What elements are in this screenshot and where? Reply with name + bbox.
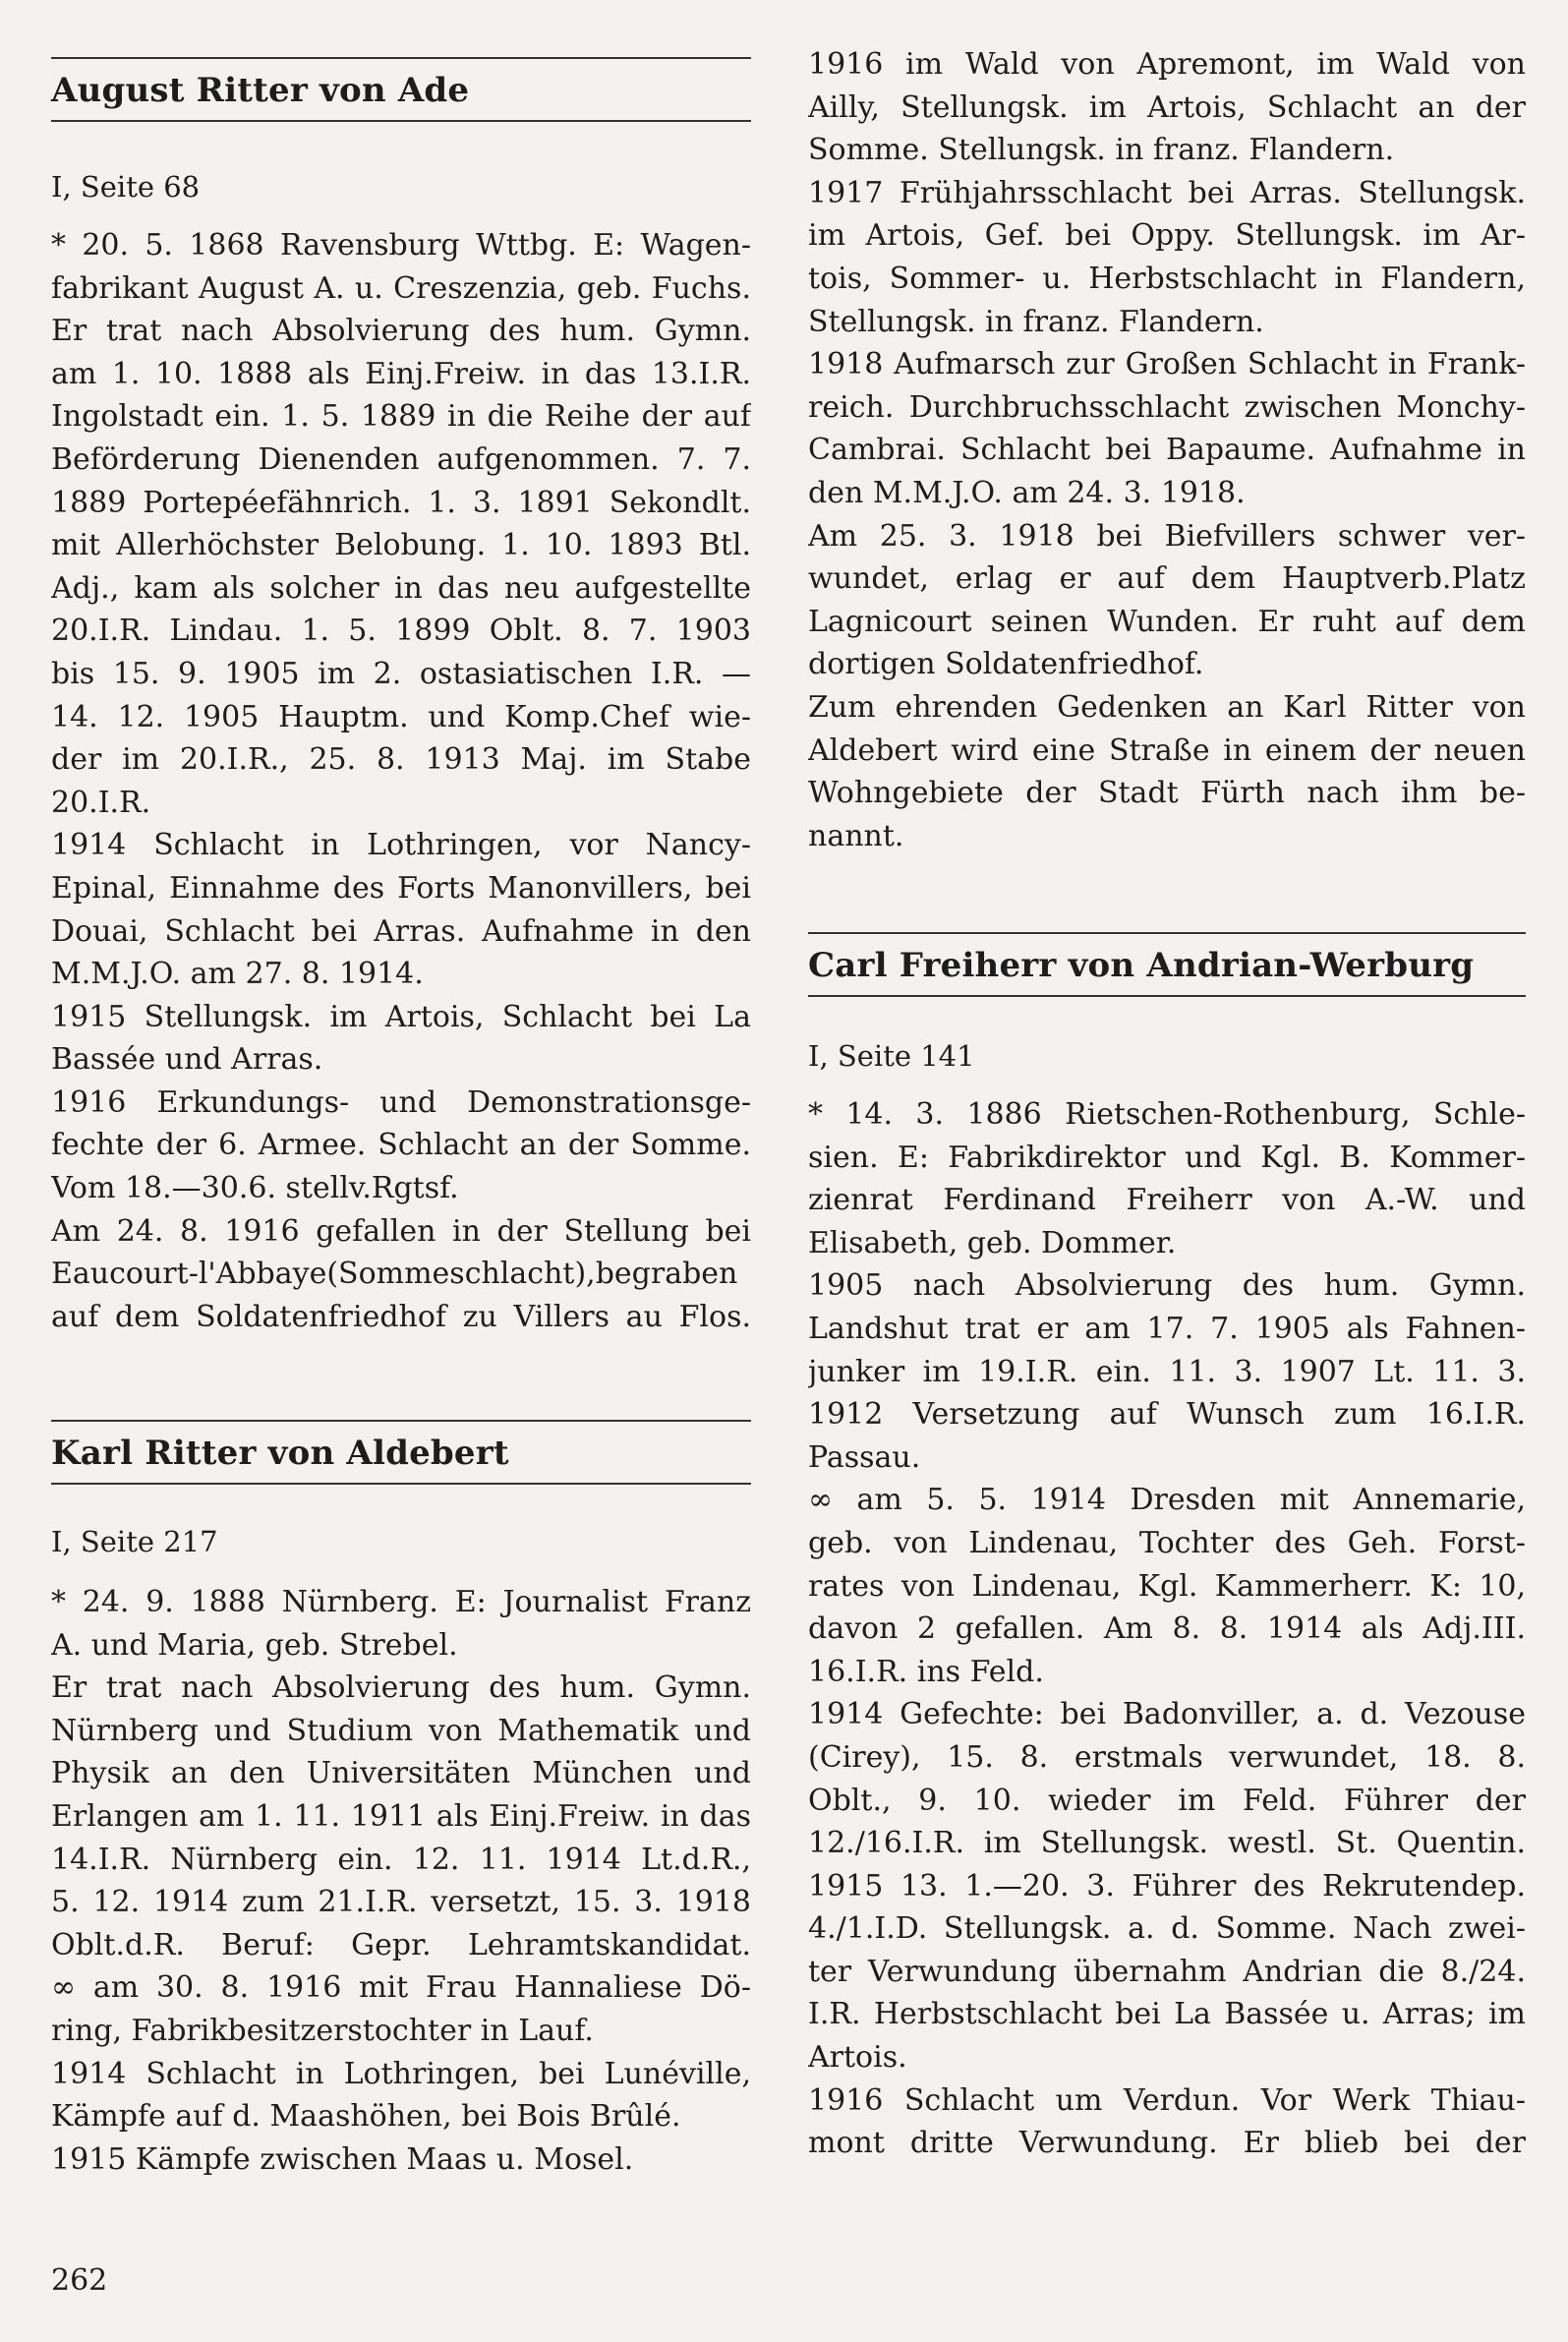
text-line: fabrikant August A. u. Creszenzia, geb. Fuchs.: [51, 270, 751, 306]
text-line: 14.I.R. Nürnberg ein. 12. 11. 1914 Lt.d.R.,: [51, 1842, 751, 1877]
text-line: Wohngebiete der Stadt Fürth nach ihm be-: [808, 776, 1526, 811]
entry-andrian-werburg: [808, 932, 1526, 2165]
text-line: Artois.: [808, 2040, 907, 2076]
text-line: Douai, Schlacht bei Arras. Aufnahme in den: [51, 913, 751, 949]
text-line: 1912 Versetzung auf Wunsch zum 16.I.R.: [808, 1397, 1526, 1433]
entry-body: [51, 1581, 751, 2181]
text-line: Ailly, Stellungsk. im Artois, Schlacht an der: [808, 89, 1526, 125]
text-line: 1889 Portepéefähnrich. 1. 3. 1891 Sekondlt.: [51, 485, 751, 520]
text-line: 1915 Kämpfe zwischen Maas u. Mosel.: [51, 2141, 634, 2177]
entry-title: August Ritter von Ade: [51, 71, 470, 110]
entry-title: Carl Freiherr von Andrian-Werburg: [808, 946, 1475, 985]
text-line: 20.I.R. Lindau. 1. 5. 1899 Oblt. 8. 7. 1903: [51, 614, 751, 649]
text-line: reich. Durchbruchsschlacht zwischen Monchy-: [808, 389, 1526, 425]
text-line: Cambrai. Schlacht bei Bapaume. Aufnahme in: [808, 433, 1526, 468]
text-line: bis 15. 9. 1905 im 2. ostasiatischen I.R. —: [51, 656, 751, 691]
text-line: fechte der 6. Armee. Schlacht an der Somme.: [51, 1128, 751, 1163]
entry-bottom-rule: [51, 1483, 751, 1485]
text-line: sien. E: Fabrikdirektor und Kgl. B. Kommer-: [808, 1140, 1526, 1175]
text-line: M.M.J.O. am 27. 8. 1914.: [51, 957, 424, 992]
text-line: ∞ am 5. 5. 1914 Dresden mit Annemarie,: [808, 1483, 1526, 1518]
text-line: 1915 13. 1.—20. 3. Führer des Rekrutendep.: [808, 1868, 1526, 1903]
text-line: Er trat nach Absolvierung des hum. Gymn.: [51, 1670, 751, 1706]
text-line: tois, Sommer- u. Herbstschlacht in Flandern,: [808, 261, 1526, 296]
text-line: 16.I.R. ins Feld.: [808, 1654, 1044, 1689]
text-line: im Artois, Gef. bei Oppy. Stellungsk. im Ar-: [808, 218, 1526, 254]
text-line: Passau.: [808, 1439, 921, 1475]
text-line: Zum ehrenden Gedenken an Karl Ritter von: [808, 689, 1526, 725]
text-line: 1914 Schlacht in Lothringen, bei Lunéville,: [51, 2056, 751, 2091]
text-line: Am 24. 8. 1916 gefallen in der Stellung bei: [51, 1213, 751, 1249]
text-line: wundet, erlag er auf dem Hauptverb.Platz: [808, 561, 1526, 597]
text-line: dortigen Soldatenfriedhof.: [808, 647, 1204, 682]
text-line: zienrat Ferdinand Freiherr von A.-W. und: [808, 1183, 1526, 1218]
text-line: Physik an den Universitäten München und: [51, 1756, 751, 1791]
text-line: junker im 19.I.R. ein. 11. 3. 1907 Lt. 11. 3.: [808, 1354, 1526, 1389]
text-line: Erlangen am 1. 11. 1911 als Einj.Freiw. in das: [51, 1798, 751, 1834]
volume-reference: I, Seite 141: [808, 1039, 975, 1073]
entry-body: [808, 1093, 1526, 2165]
text-line: 12./16.I.R. im Stellungsk. westl. St. Quentin.: [808, 1826, 1526, 1861]
text-line: der im 20.I.R., 25. 8. 1913 Maj. im Stabe: [51, 742, 751, 778]
text-line: 1916 Erkundungs- und Demonstrationsge-: [51, 1084, 751, 1120]
entry-aldebert-continued: [808, 43, 1526, 857]
text-line: ring, Fabrikbesitzerstochter in Lauf.: [51, 2013, 594, 2048]
text-line: Elisabeth, geb. Dommer.: [808, 1225, 1177, 1260]
text-line: 1916 im Wald von Apremont, im Wald von: [808, 47, 1526, 82]
text-line: Oblt.d.R. Beruf: Gepr. Lehramtskandidat.: [51, 1927, 751, 1962]
text-line: Aldebert wird eine Straße in einem der neuen: [808, 732, 1526, 768]
text-line: 20.I.R.: [51, 785, 151, 820]
text-line: Am 25. 3. 1918 bei Biefvillers schwer ver-: [808, 518, 1526, 554]
text-line: Vom 18.—30.6. stellv.Rgtsf.: [51, 1171, 459, 1206]
text-line: Nürnberg und Studium von Mathematik und: [51, 1713, 751, 1748]
text-line: 1916 Schlacht um Verdun. Vor Werk Thiau-: [808, 2082, 1526, 2118]
text-line: mit Allerhöchster Belobung. 1. 10. 1893 Btl.: [51, 528, 751, 563]
text-line: Beförderung Dienenden aufgenommen. 7. 7.: [51, 441, 751, 477]
text-line: Kämpfe auf d. Maashöhen, bei Bois Brûlé.: [51, 2099, 681, 2135]
text-line: ter Verwundung übernahm Andrian die 8./24.: [808, 1954, 1526, 1989]
text-line: rates von Lindenau, Kgl. Kammerherr. K: 10,: [808, 1568, 1526, 1604]
text-line: 1914 Gefechte: bei Badonviller, a. d. Vezouse: [808, 1697, 1526, 1732]
text-line: 4./1.I.D. Stellungsk. a. d. Somme. Nach zwei-: [808, 1911, 1526, 1947]
text-line: (Cirey), 15. 8. erstmals verwundet, 18. 8.: [808, 1739, 1526, 1775]
text-line: I.R. Herbstschlacht bei La Bassée u. Arras; im: [808, 1997, 1526, 2032]
entry-bottom-rule: [808, 995, 1526, 997]
text-line: Stellungsk. in franz. Flandern.: [808, 304, 1264, 339]
text-line: 5. 12. 1914 zum 21.I.R. versetzt, 15. 3. 1918: [51, 1885, 751, 1920]
text-line: 1917 Frühjahrsschlacht bei Arras. Stellungsk.: [808, 175, 1526, 210]
text-line: auf dem Soldatenfriedhof zu Villers au Flos.: [51, 1299, 751, 1334]
text-line: Lagnicourt seinen Wunden. Er ruht auf dem: [808, 604, 1526, 639]
volume-reference: I, Seite 217: [51, 1525, 218, 1558]
text-line: Ingolstadt ein. 1. 5. 1889 in die Reihe der auf: [51, 399, 751, 435]
text-line: 1918 Aufmarsch zur Großen Schlacht in Frank-: [808, 347, 1526, 382]
text-line: Somme. Stellungsk. in franz. Flandern.: [808, 133, 1395, 168]
text-line: Eaucourt-l'Abbaye(Sommeschlacht),begraben: [51, 1257, 738, 1292]
text-line: Bassée und Arras.: [51, 1042, 323, 1078]
entry-body: [51, 224, 751, 1338]
text-line: * 24. 9. 1888 Nürnberg. E: Journalist Franz: [51, 1585, 751, 1619]
text-line: Er trat nach Absolvierung des hum. Gymn.: [51, 314, 751, 349]
entry-ade: [51, 57, 751, 1338]
text-line: 1905 nach Absolvierung des hum. Gymn.: [808, 1268, 1526, 1304]
volume-reference: I, Seite 68: [51, 170, 201, 204]
entry-title: Karl Ritter von Aldebert: [51, 1434, 509, 1473]
text-line: Oblt., 9. 10. wieder im Feld. Führer der: [808, 1783, 1526, 1818]
text-line: nannt.: [808, 818, 904, 853]
text-line: mont dritte Verwundung. Er blieb bei der: [808, 2126, 1526, 2161]
text-line: den M.M.J.O. am 24. 3. 1918.: [808, 475, 1246, 510]
text-line: am 1. 10. 1888 als Einj.Freiw. in das 13.I.R.: [51, 356, 751, 391]
text-line: davon 2 gefallen. Am 8. 8. 1914 als Adj.III.: [808, 1611, 1526, 1647]
entry-aldebert: [51, 1420, 751, 2181]
text-line: geb. von Lindenau, Tochter des Geh. Forst-: [808, 1525, 1526, 1560]
text-line: 14. 12. 1905 Hauptm. und Komp.Chef wie-: [51, 699, 751, 734]
text-line: 1915 Stellungsk. im Artois, Schlacht bei La: [51, 999, 751, 1034]
text-line: Epinal, Einnahme des Forts Manonvillers, bei: [51, 870, 751, 906]
text-line: ∞ am 30. 8. 1916 mit Frau Hannaliese Dö-: [51, 1970, 751, 2006]
entry-bottom-rule: [51, 120, 751, 122]
text-line: Landshut trat er am 17. 7. 1905 als Fahnen-: [808, 1311, 1526, 1346]
text-line: A. und Maria, geb. Strebel.: [51, 1627, 458, 1663]
text-line: 1914 Schlacht in Lothringen, vor Nancy-: [51, 828, 751, 863]
text-line: * 14. 3. 1886 Rietschen-Rothenburg, Schle-: [808, 1097, 1526, 1132]
text-line: * 20. 5. 1868 Ravensburg Wttbg. E: Wagen-: [51, 228, 751, 263]
text-line: Adj., kam als solcher in das neu aufgestellte: [51, 570, 751, 606]
page-number: 262: [51, 2263, 108, 2298]
